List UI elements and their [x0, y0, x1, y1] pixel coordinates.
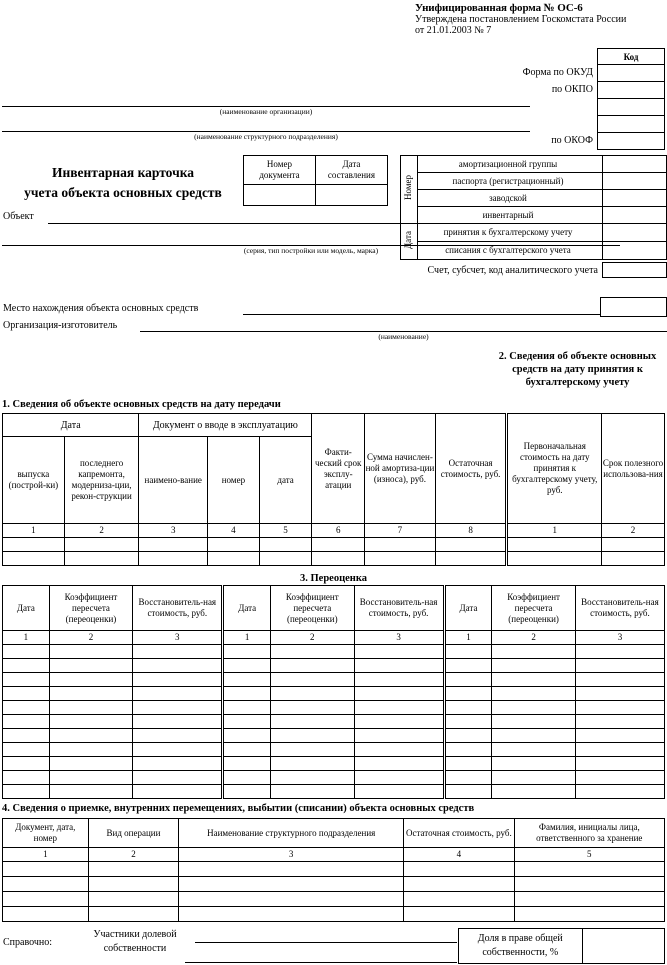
- s3b1-cell-date[interactable]: [3, 771, 50, 785]
- code-column-header: Код: [597, 48, 665, 65]
- s3b2-cell-value[interactable]: [354, 645, 444, 659]
- s3b3-header-date: Дата: [444, 586, 492, 631]
- s3b2-cell-value[interactable]: [354, 743, 444, 757]
- row-label-amort-group: амортизационной группы: [417, 156, 602, 173]
- s3b1-cell-value[interactable]: [133, 757, 223, 771]
- s1-group-date: Дата: [3, 414, 139, 437]
- s3b2-cell-value[interactable]: [354, 729, 444, 743]
- location-label: Место нахождения объекта основных средств: [3, 303, 199, 314]
- form-header-block: [415, 2, 665, 36]
- s4-cell-responsible[interactable]: [514, 877, 664, 892]
- s3b1-cell-coefficient[interactable]: [49, 701, 133, 715]
- s4-cell-subdivision[interactable]: [179, 892, 404, 907]
- doc-date-header-l2: составления: [327, 170, 375, 180]
- s4-cell-document[interactable]: [3, 862, 89, 877]
- s3b1-cell-coefficient[interactable]: [49, 659, 133, 673]
- form-code-title: Унифицированная форма № ОС-6: [415, 2, 583, 14]
- s3b3-cell-value[interactable]: [575, 715, 664, 729]
- object-label: Объект: [3, 211, 34, 222]
- s3b2-cell-date[interactable]: [223, 729, 271, 743]
- s4-cell-document[interactable]: [3, 892, 89, 907]
- s3b2-cell-coefficient[interactable]: [271, 673, 355, 687]
- s3b1-header-replacement-value: Восстановитель-ная стоимость, руб.: [133, 586, 223, 631]
- location-value-field[interactable]: [243, 314, 600, 315]
- number-date-details-table: [400, 155, 667, 260]
- s1-cell[interactable]: [64, 552, 139, 566]
- table-row[interactable]: [3, 701, 665, 715]
- s3b2-cell-date[interactable]: [223, 743, 271, 757]
- s3b1-num-1: 1: [3, 631, 50, 645]
- s3b3-cell-value[interactable]: [575, 743, 664, 757]
- s3b2-cell-date[interactable]: [223, 659, 271, 673]
- s4-num-1: 1: [3, 848, 89, 862]
- s1-cell[interactable]: [208, 538, 260, 552]
- s4-cell-operation[interactable]: [88, 877, 179, 892]
- s3b1-cell-coefficient[interactable]: [49, 645, 133, 659]
- s3b1-cell-value[interactable]: [133, 715, 223, 729]
- table-row[interactable]: [3, 645, 665, 659]
- s3b1-cell-value[interactable]: [133, 743, 223, 757]
- manufacturer-caption: (наименование): [378, 332, 429, 341]
- s1-header-amort-sum: Сумма начислен-ной амортиза-ции (износа), руб.: [365, 414, 436, 524]
- s3b3-cell-coefficient[interactable]: [492, 673, 576, 687]
- s3b3-cell-value[interactable]: [575, 701, 664, 715]
- s3b2-num-2: 2: [271, 631, 355, 645]
- account-value-cell[interactable]: [602, 262, 667, 278]
- s3b1-cell-date[interactable]: [3, 687, 50, 701]
- s1-cell[interactable]: [435, 552, 507, 566]
- doc-number-header-l2: документа: [259, 170, 300, 180]
- s1-cell[interactable]: [64, 538, 139, 552]
- s4-num-3: 3: [179, 848, 404, 862]
- s3b3-cell-value[interactable]: [575, 687, 664, 701]
- s3b1-cell-date[interactable]: [3, 729, 50, 743]
- s1-header-doc-name: наимено-вание: [139, 437, 208, 524]
- s3b1-cell-coefficient[interactable]: [49, 673, 133, 687]
- s1-cell[interactable]: [312, 552, 365, 566]
- s1-header-doc-date: дата: [259, 437, 312, 524]
- s1-cell[interactable]: [259, 538, 312, 552]
- s3b2-num-1: 1: [223, 631, 271, 645]
- s4-header-responsible-person: Фамилия, инициалы лица, ответственного за хранение: [514, 819, 664, 848]
- s1-num-5: 5: [259, 524, 312, 538]
- s1-header-actual-term: Факти-ческий срок эксплу-атации: [312, 414, 365, 524]
- blank-code-cell-2[interactable]: [597, 115, 665, 133]
- okpo-label: по ОКПО: [551, 84, 593, 95]
- doc-number-header: [244, 156, 316, 185]
- s3b1-cell-coefficient[interactable]: [49, 743, 133, 757]
- s1-cell[interactable]: [208, 552, 260, 566]
- s3b1-num-3: 3: [133, 631, 223, 645]
- s3b3-header-coefficient: Коэффициент пересчета (переоценки): [492, 586, 576, 631]
- shared-ownership-label-l1: Участники долевой: [93, 929, 177, 940]
- object-series-caption: (серия, тип постройки или модель, марка): [243, 246, 379, 255]
- share-percent-label-l1: Доля в праве общей: [477, 933, 563, 944]
- s3b1-cell-coefficient[interactable]: [49, 757, 133, 771]
- s1-cell[interactable]: [259, 552, 312, 566]
- s3b3-cell-date[interactable]: [444, 729, 492, 743]
- s1-num-3: 3: [139, 524, 208, 538]
- s4-cell-residual[interactable]: [404, 907, 515, 922]
- doc-number-header-l1: Номер: [266, 159, 292, 169]
- s3b3-num-1: 1: [444, 631, 492, 645]
- s4-cell-operation[interactable]: [88, 892, 179, 907]
- s3b3-cell-coefficient[interactable]: [492, 729, 576, 743]
- s1-cell[interactable]: [365, 538, 436, 552]
- s3b3-cell-value[interactable]: [575, 757, 664, 771]
- table-row[interactable]: [3, 743, 665, 757]
- table-row[interactable]: [3, 771, 665, 785]
- s1-cell[interactable]: [139, 552, 208, 566]
- participants-field-1[interactable]: [195, 942, 457, 943]
- s3b2-cell-date[interactable]: [223, 715, 271, 729]
- s3b1-cell-date[interactable]: [3, 715, 50, 729]
- s3b3-cell-value[interactable]: [575, 659, 664, 673]
- s2-num-1: 1: [507, 524, 602, 538]
- s4-header-subdivision-name: Наименование структурного подразделения: [179, 819, 404, 848]
- s3b2-header-replacement-value: Восстановитель-ная стоимость, руб.: [354, 586, 444, 631]
- s3b2-cell-date[interactable]: [223, 687, 271, 701]
- table-row[interactable]: [3, 552, 665, 566]
- s3b2-cell-coefficient[interactable]: [271, 743, 355, 757]
- s3b3-cell-date[interactable]: [444, 743, 492, 757]
- s2-cell[interactable]: [507, 552, 602, 566]
- s3b3-num-3: 3: [575, 631, 664, 645]
- s3b3-cell-date[interactable]: [444, 757, 492, 771]
- row-value-accepted-date[interactable]: [603, 224, 667, 242]
- s3b3-cell-coefficient[interactable]: [492, 743, 576, 757]
- s3b3-cell-value[interactable]: [575, 785, 664, 799]
- section1-table: [2, 413, 665, 566]
- s3b1-cell-value[interactable]: [133, 729, 223, 743]
- row-value-inventory[interactable]: [603, 207, 667, 224]
- form-approved-line: Утверждена постановлением Госкомстата России: [415, 14, 627, 25]
- s3b2-header-coefficient: Коэффициент пересчета (переоценки): [271, 586, 355, 631]
- share-percent-table: [458, 928, 665, 964]
- s4-num-4: 4: [404, 848, 515, 862]
- row-value-factory[interactable]: [603, 190, 667, 207]
- row-label-writeoff-date: списания с бухгалтерского учета: [417, 242, 602, 260]
- table-row[interactable]: [3, 673, 665, 687]
- s3b1-cell-date[interactable]: [3, 645, 50, 659]
- s3b1-cell-date[interactable]: [3, 743, 50, 757]
- s3b3-cell-coefficient[interactable]: [492, 785, 576, 799]
- s3b2-cell-coefficient[interactable]: [271, 645, 355, 659]
- s3b3-cell-date[interactable]: [444, 659, 492, 673]
- okof-label: по ОКОФ: [551, 135, 593, 146]
- s1-num-8: 8: [435, 524, 507, 538]
- s1-cell[interactable]: [3, 552, 65, 566]
- s3b2-cell-coefficient[interactable]: [271, 785, 355, 799]
- section4-table: [2, 818, 665, 922]
- s3b2-cell-coefficient[interactable]: [271, 757, 355, 771]
- s1-group-document: Документ о вводе в эксплуатацию: [139, 414, 312, 437]
- s3b3-cell-coefficient[interactable]: [492, 645, 576, 659]
- s1-num-1: 1: [3, 524, 65, 538]
- s4-header-operation-type: Вид операции: [88, 819, 179, 848]
- table-row[interactable]: [3, 862, 665, 877]
- table-row[interactable]: [3, 892, 665, 907]
- table-row[interactable]: [3, 538, 665, 552]
- page-title: [8, 163, 238, 203]
- okud-code-cell[interactable]: [597, 64, 665, 82]
- table-row[interactable]: [3, 877, 665, 892]
- s3b1-cell-value[interactable]: [133, 687, 223, 701]
- s3b2-cell-date[interactable]: [223, 785, 271, 799]
- s3b2-cell-value[interactable]: [354, 771, 444, 785]
- s3b1-cell-coefficient[interactable]: [49, 715, 133, 729]
- form-approved-date: от 21.01.2003 № 7: [415, 25, 492, 36]
- s1-cell[interactable]: [3, 538, 65, 552]
- s3b2-num-3: 3: [354, 631, 444, 645]
- table-row[interactable]: [3, 659, 665, 673]
- s2-cell[interactable]: [507, 538, 602, 552]
- s3b2-cell-value[interactable]: [354, 659, 444, 673]
- s1-num-4: 4: [208, 524, 260, 538]
- subdivision-name-caption: (наименование структурного подразделения): [194, 132, 338, 141]
- date-group-label-text: Дата: [403, 231, 414, 249]
- s3b3-cell-date[interactable]: [444, 701, 492, 715]
- s4-cell-responsible[interactable]: [514, 862, 664, 877]
- s4-cell-operation[interactable]: [88, 907, 179, 922]
- organization-name-caption: (наименование организации): [219, 107, 313, 116]
- table-row[interactable]: [3, 757, 665, 771]
- row-value-passport[interactable]: [603, 173, 667, 190]
- s3b2-cell-coefficient[interactable]: [271, 701, 355, 715]
- table-row[interactable]: [3, 907, 665, 922]
- s4-num-2: 2: [88, 848, 179, 862]
- row-label-passport: паспорта (регистрационный): [417, 173, 602, 190]
- okof-code-cell[interactable]: [597, 132, 665, 150]
- row-label-accepted-date: принятия к бухгалтерскому учету: [417, 224, 602, 242]
- s3b1-cell-date[interactable]: [3, 785, 50, 799]
- s2-cell[interactable]: [602, 538, 665, 552]
- s3b3-cell-value[interactable]: [575, 645, 664, 659]
- s4-cell-document[interactable]: [3, 877, 89, 892]
- doc-number-value[interactable]: [244, 185, 316, 206]
- s4-cell-operation[interactable]: [88, 862, 179, 877]
- s3b2-header-date: Дата: [223, 586, 271, 631]
- s4-num-5: 5: [514, 848, 664, 862]
- s3b3-cell-date[interactable]: [444, 715, 492, 729]
- s3b3-cell-date[interactable]: [444, 687, 492, 701]
- s3b1-cell-coefficient[interactable]: [49, 687, 133, 701]
- s3b1-cell-value[interactable]: [133, 659, 223, 673]
- table-row[interactable]: [3, 729, 665, 743]
- s3b1-cell-value[interactable]: [133, 645, 223, 659]
- doc-date-header: [315, 156, 387, 185]
- s3b2-cell-value[interactable]: [354, 757, 444, 771]
- s3b3-cell-date[interactable]: [444, 771, 492, 785]
- s3b1-cell-value[interactable]: [133, 673, 223, 687]
- participants-field-2[interactable]: [185, 962, 457, 963]
- shared-ownership-label: [80, 928, 190, 956]
- s1-num-6: 6: [312, 524, 365, 538]
- share-percent-label-l2: собственности, %: [482, 947, 559, 958]
- s4-header-document: Документ, дата, номер: [3, 819, 89, 848]
- s4-cell-subdivision[interactable]: [179, 862, 404, 877]
- s3b3-cell-date[interactable]: [444, 785, 492, 799]
- s4-cell-responsible[interactable]: [514, 892, 664, 907]
- s4-header-residual-value: Остаточная стоимость, руб.: [404, 819, 515, 848]
- s2-header-initial-value: Первоначальная стоимость на дату принятия к бухгалтерскому учету, руб.: [507, 414, 602, 524]
- number-group-label-text: Номер: [403, 175, 414, 201]
- blank-code-cell-1[interactable]: [597, 98, 665, 116]
- s4-cell-subdivision[interactable]: [179, 907, 404, 922]
- s3b2-cell-coefficient[interactable]: [271, 771, 355, 785]
- s3b3-cell-date[interactable]: [444, 645, 492, 659]
- s4-cell-subdivision[interactable]: [179, 877, 404, 892]
- location-code-cell[interactable]: [600, 297, 667, 317]
- section1-title: 1. Сведения об объекте основных средств на дату передачи: [2, 399, 281, 410]
- s3b1-cell-coefficient[interactable]: [49, 729, 133, 743]
- s3b3-cell-value[interactable]: [575, 729, 664, 743]
- s3b2-cell-date[interactable]: [223, 701, 271, 715]
- table-row[interactable]: [3, 785, 665, 799]
- s3b2-cell-value[interactable]: [354, 673, 444, 687]
- s4-cell-document[interactable]: [3, 907, 89, 922]
- s1-cell[interactable]: [139, 538, 208, 552]
- number-group-label: [401, 156, 418, 224]
- section1-number-row: [3, 524, 665, 538]
- section2-title: 2. Сведения об объекте основных средств на дату принятия к бухгалтерскому учету: [498, 351, 657, 388]
- s3b2-cell-coefficient[interactable]: [271, 687, 355, 701]
- doc-date-header-l1: Дата: [342, 159, 361, 169]
- row-value-writeoff-date[interactable]: [603, 242, 667, 260]
- share-percent-label: [459, 929, 583, 964]
- s3b1-cell-date[interactable]: [3, 757, 50, 771]
- okud-label: Форма по ОКУД: [522, 67, 593, 78]
- s4-cell-residual[interactable]: [404, 892, 515, 907]
- manufacturer-label: Организация-изготовитель: [3, 320, 118, 331]
- s1-cell[interactable]: [435, 538, 507, 552]
- section4-body: [3, 862, 665, 922]
- s4-cell-residual[interactable]: [404, 862, 515, 877]
- s3b3-cell-coefficient[interactable]: [492, 659, 576, 673]
- s3b1-cell-value[interactable]: [133, 701, 223, 715]
- s4-cell-residual[interactable]: [404, 877, 515, 892]
- s3b3-header-replacement-value: Восстановитель-ная стоимость, руб.: [575, 586, 664, 631]
- s3b2-cell-coefficient[interactable]: [271, 659, 355, 673]
- reference-label: Справочно:: [3, 937, 53, 948]
- s3b1-cell-date[interactable]: [3, 701, 50, 715]
- s3b2-cell-date[interactable]: [223, 673, 271, 687]
- s3b3-cell-coefficient[interactable]: [492, 757, 576, 771]
- page-title-line2: учета объекта основных средств: [24, 185, 222, 200]
- shared-ownership-label-l2: собственности: [103, 943, 167, 954]
- row-value-amort-group[interactable]: [603, 156, 667, 173]
- s3b1-cell-date[interactable]: [3, 659, 50, 673]
- s1-cell[interactable]: [365, 552, 436, 566]
- s3b2-cell-date[interactable]: [223, 771, 271, 785]
- section4-number-row: [3, 848, 665, 862]
- section4-title: 4. Сведения о приемке, внутренних перемещениях, выбытии (списании) объекта основных средств: [2, 803, 475, 814]
- s3b1-header-coefficient: Коэффициент пересчета (переоценки): [49, 586, 133, 631]
- s3b2-cell-value[interactable]: [354, 715, 444, 729]
- s3b2-cell-coefficient[interactable]: [271, 729, 355, 743]
- s3b1-cell-coefficient[interactable]: [49, 771, 133, 785]
- s3b1-cell-coefficient[interactable]: [49, 785, 133, 799]
- document-number-date-table: [243, 155, 388, 206]
- section3-title: 3. Переоценка: [300, 573, 367, 584]
- s3b3-cell-coefficient[interactable]: [492, 687, 576, 701]
- section3-body: [3, 645, 665, 799]
- s3b3-cell-coefficient[interactable]: [492, 715, 576, 729]
- s1-num-2: 2: [64, 524, 139, 538]
- s3b3-cell-value[interactable]: [575, 771, 664, 785]
- s3b3-cell-coefficient[interactable]: [492, 771, 576, 785]
- s3b2-cell-coefficient[interactable]: [271, 715, 355, 729]
- table-row[interactable]: [3, 687, 665, 701]
- s3b1-header-date: Дата: [3, 586, 50, 631]
- s1-header-release-date: выпуска (построй-ки): [3, 437, 65, 524]
- s1-num-7: 7: [365, 524, 436, 538]
- s3b3-num-2: 2: [492, 631, 576, 645]
- s3b2-cell-date[interactable]: [223, 645, 271, 659]
- section3-number-row: [3, 631, 665, 645]
- s3b2-cell-date[interactable]: [223, 757, 271, 771]
- s2-num-2: 2: [602, 524, 665, 538]
- s1-header-overhaul-date: последнего капремонта, модерниза-ции, рекон-струкции: [64, 437, 139, 524]
- s3b3-cell-value[interactable]: [575, 673, 664, 687]
- date-group-label: [401, 224, 418, 260]
- share-percent-value[interactable]: [582, 929, 664, 964]
- row-label-factory: заводской: [417, 190, 602, 207]
- s1-header-residual-value: Остаточная стоимость, руб.: [435, 414, 507, 524]
- account-label: Счет, субсчет, код аналитического учета: [427, 265, 598, 276]
- s2-cell[interactable]: [602, 552, 665, 566]
- row-label-inventory: инвентарный: [417, 207, 602, 224]
- s3b3-cell-coefficient[interactable]: [492, 701, 576, 715]
- section3-table: [2, 585, 665, 799]
- okpo-code-cell[interactable]: [597, 81, 665, 99]
- s4-cell-responsible[interactable]: [514, 907, 664, 922]
- s3b1-cell-date[interactable]: [3, 673, 50, 687]
- s3b1-num-2: 2: [49, 631, 133, 645]
- s3b2-cell-value[interactable]: [354, 687, 444, 701]
- doc-date-value[interactable]: [315, 185, 387, 206]
- s1-cell[interactable]: [312, 538, 365, 552]
- table-row[interactable]: [3, 715, 665, 729]
- s3b2-cell-value[interactable]: [354, 701, 444, 715]
- s3b2-cell-value[interactable]: [354, 785, 444, 799]
- s3b1-cell-value[interactable]: [133, 771, 223, 785]
- s1-header-doc-number: номер: [208, 437, 260, 524]
- s2-header-useful-life: Срок полезного использова-ния: [602, 414, 665, 524]
- s3b1-cell-value[interactable]: [133, 785, 223, 799]
- s3b3-cell-date[interactable]: [444, 673, 492, 687]
- page-title-line1: Инвентарная карточка: [51, 165, 195, 180]
